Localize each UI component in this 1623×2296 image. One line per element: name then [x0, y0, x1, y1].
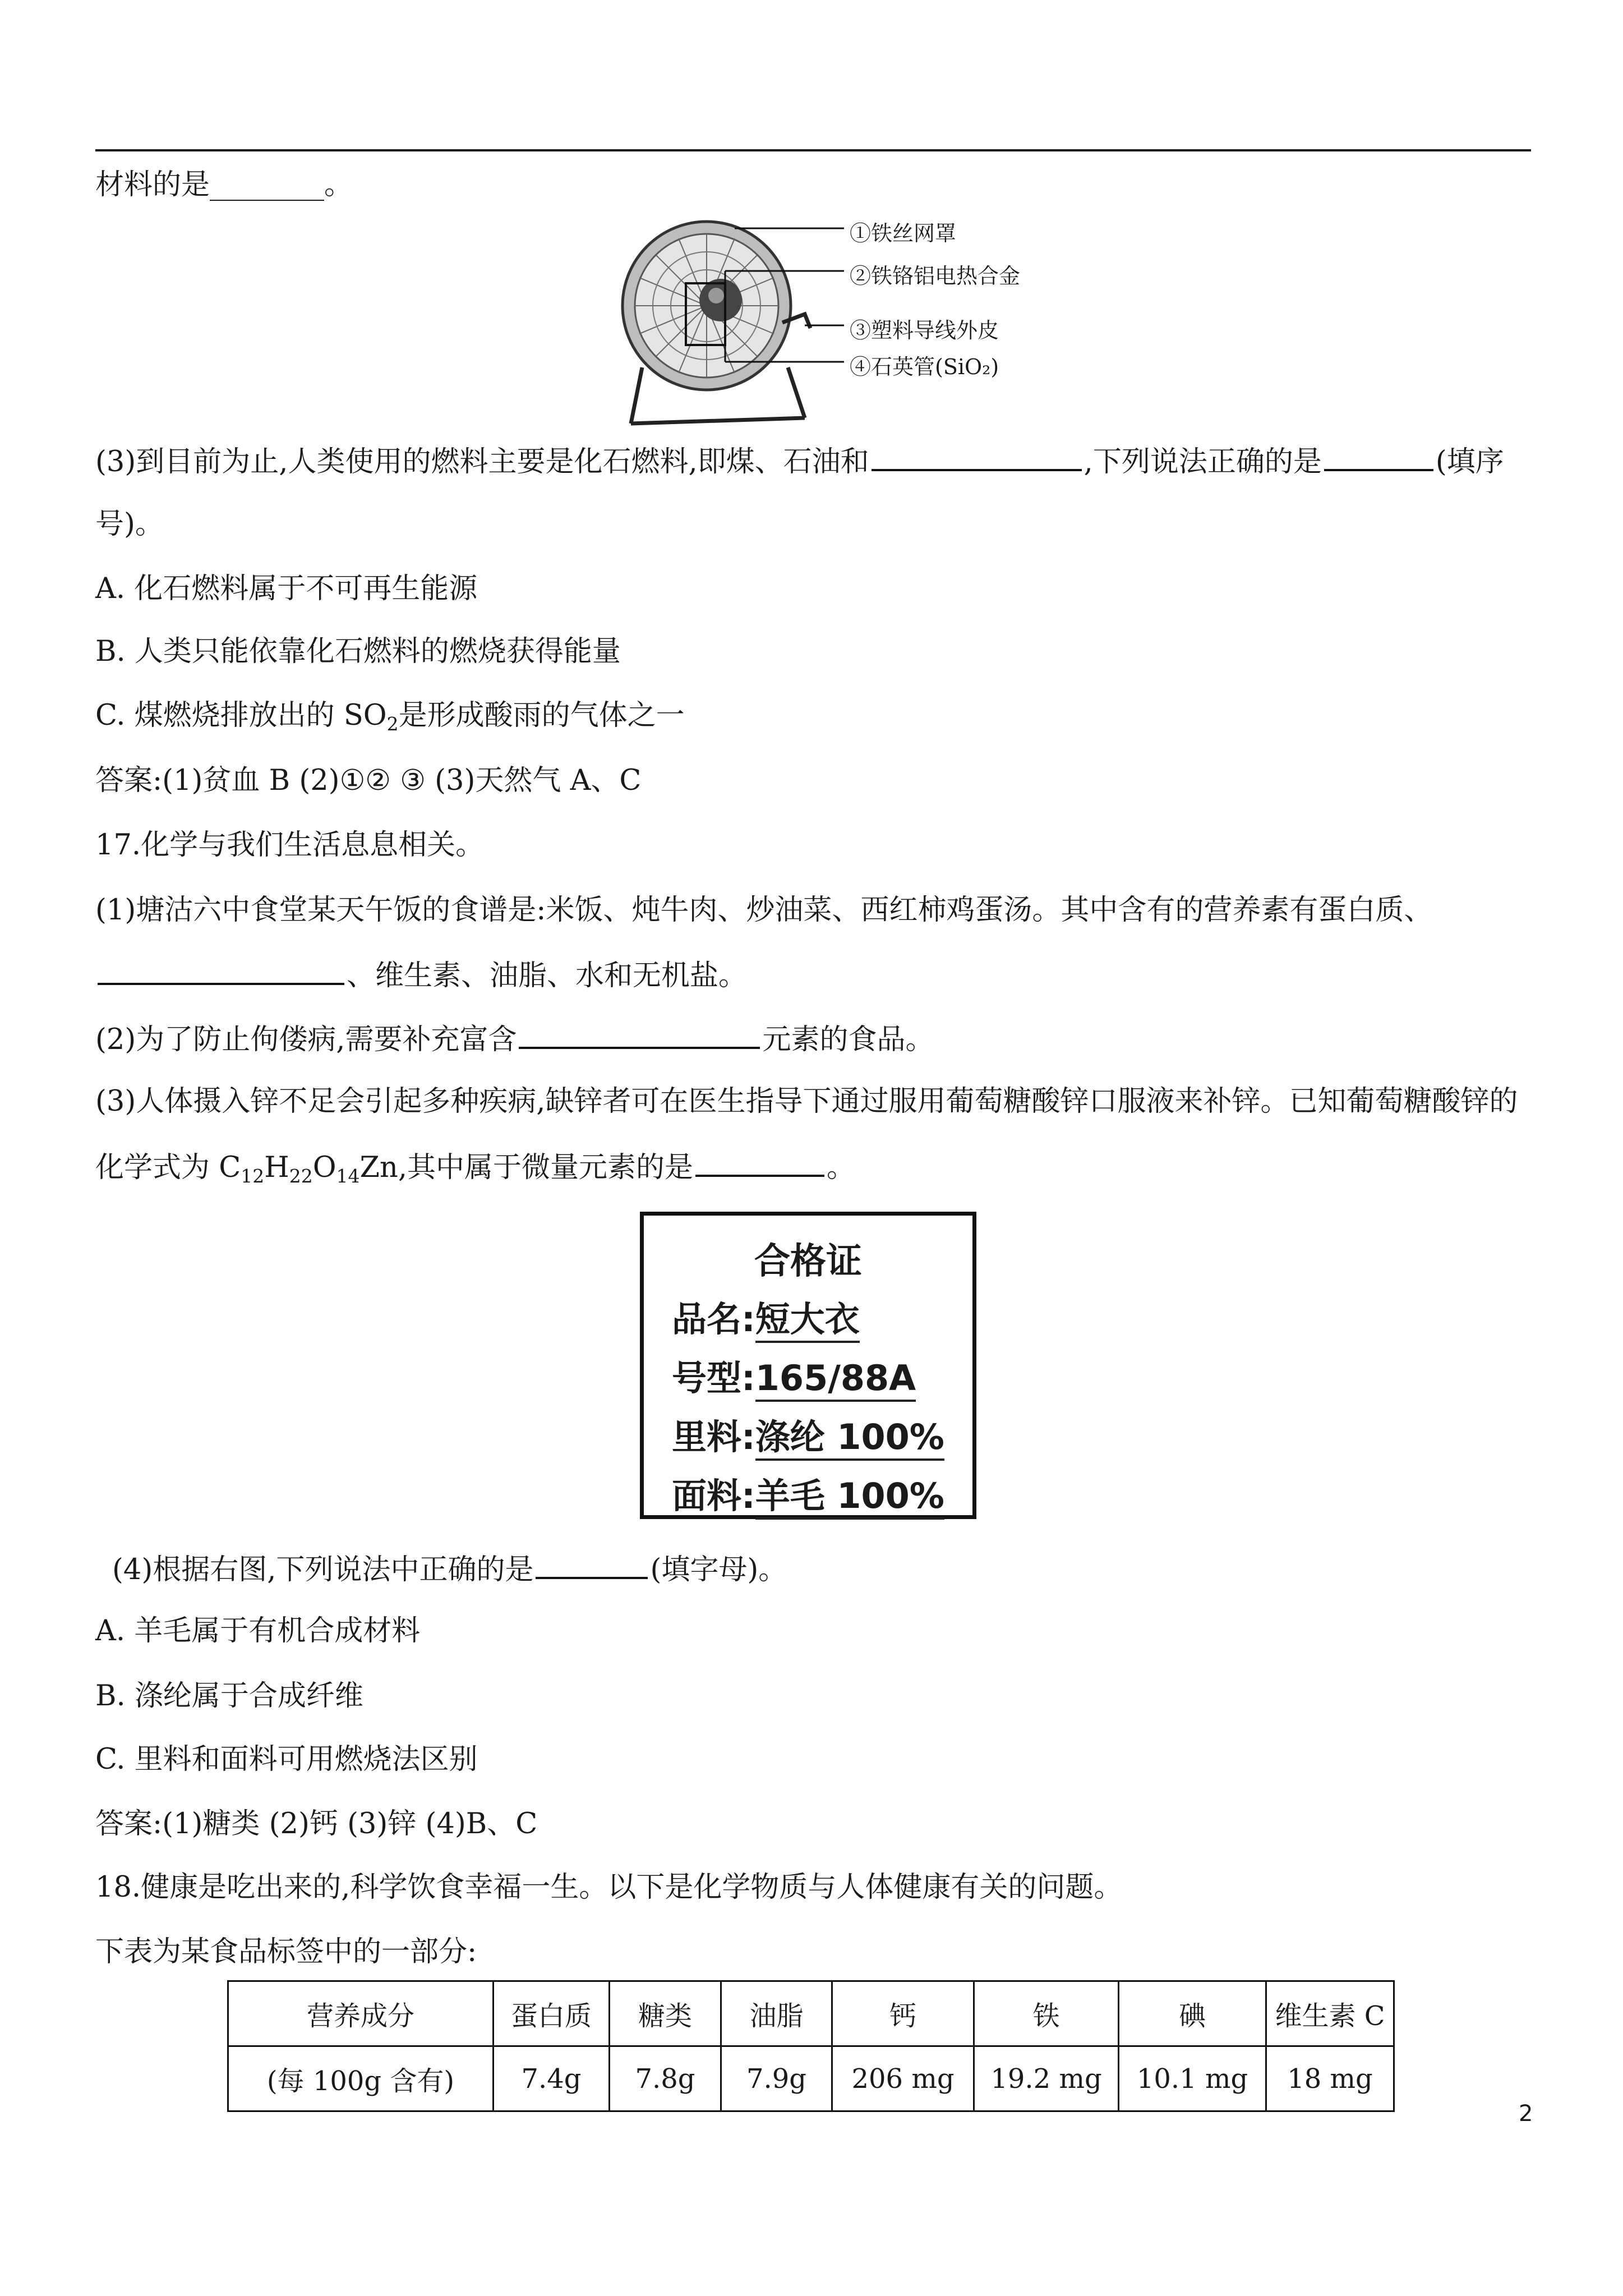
table-cell: 7.8g: [610, 2046, 721, 2111]
q18-stem: 18.健康是吃出来的,科学饮食幸福一生。以下是化学物质与人体健康有关的问题。: [95, 1871, 1123, 1904]
table-cell: 油脂: [721, 1981, 832, 2046]
certificate-card: [640, 1212, 976, 1519]
header-rule: [95, 149, 1531, 151]
table-intro: 下表为某食品标签中的一部分:: [95, 1935, 477, 1968]
table-cell: 铁: [974, 1981, 1119, 2046]
q17-1-line1: (1)塘沽六中食堂某天午饭的食谱是:米饭、炖牛肉、炒油菜、西红柿鸡蛋汤。其中含有的营养素有蛋白质、: [95, 894, 1433, 927]
q17-4: (4)根据右图,下列说法中正确的是 (填字母)。: [112, 1551, 787, 1587]
q17-2: (2)为了防止佝偻病,需要补充富含 元素的食品。: [95, 1021, 934, 1057]
option-a: A. 羊毛属于有机合成材料: [95, 1614, 421, 1648]
option-b: B. 人类只能依靠化石燃料的燃烧获得能量: [95, 635, 621, 668]
page-number: 2: [1519, 2101, 1533, 2127]
table-cell: (每 100g 含有): [228, 2046, 494, 2111]
table-row: [228, 1981, 1394, 2046]
figure-label-2: ②铁铬铝电热合金: [850, 264, 1021, 288]
answer-blank[interactable]: [695, 1149, 824, 1177]
table-cell: 206 mg: [832, 2046, 974, 2111]
q16-3-line2: 号)。: [95, 508, 164, 541]
option-b: B. 涤纶属于合成纤维: [95, 1680, 363, 1713]
answer-16: 答案:(1)贫血 B (2)①② ③ (3)天然气 A、C: [95, 764, 642, 797]
table-cell: 维生素 C: [1266, 1981, 1394, 2046]
q17-3-line2: 化学式为 $C_{12}H_{22}O_{14}Zn$,其中属于微量元素的是 。: [95, 1149, 855, 1193]
figure-label-1: ①铁丝网罩: [850, 221, 957, 246]
table-cell: 蛋白质: [494, 1981, 610, 2046]
heater-figure: [620, 216, 1021, 429]
intro-tail: 材料的是________。: [95, 168, 353, 201]
table-cell: 10.1 mg: [1119, 2046, 1266, 2111]
nutrition-table: [227, 1980, 1395, 2112]
certificate-row: 品名:短大衣: [672, 1291, 860, 1341]
certificate-row: 号型:165/88A: [672, 1350, 916, 1400]
answer-blank[interactable]: [1324, 443, 1433, 471]
option-c: C. 煤燃烧排放出的 $SO_2$是形成酸雨的气体之一: [95, 699, 685, 735]
table-cell: 营养成分: [228, 1981, 494, 2046]
answer-blank[interactable]: [98, 957, 344, 985]
q17-1-line2: 、维生素、油脂、水和无机盐。: [95, 957, 747, 993]
table-cell: 19.2 mg: [974, 2046, 1119, 2111]
table-cell: 钙: [832, 1981, 974, 2046]
table-cell: 18 mg: [1266, 2046, 1394, 2111]
q16-3-line1: (3)到目前为止,人类使用的燃料主要是化石燃料,即煤、石油和 ,下列说法正确的是 (填序: [95, 443, 1504, 479]
answer-blank[interactable]: [536, 1551, 648, 1579]
certificate-row: 里料:涤纶 100%: [672, 1409, 944, 1459]
answer-blank[interactable]: [872, 443, 1082, 471]
option-a: A. 化石燃料属于不可再生能源: [95, 572, 478, 605]
table-row: [228, 2046, 1394, 2111]
answer-blank[interactable]: [519, 1021, 760, 1049]
table-cell: 糖类: [610, 1981, 721, 2046]
table-cell: 7.4g: [494, 2046, 610, 2111]
answer-17: 答案:(1)糖类 (2)钙 (3)锌 (4)B、C: [95, 1807, 538, 1841]
figure-label-3: ③塑料导线外皮: [850, 318, 999, 343]
certificate-row: 面料:羊毛 100%: [672, 1468, 944, 1518]
certificate-title: 合格证: [754, 1241, 862, 1282]
q17-3-line1: (3)人体摄入锌不足会引起多种疾病,缺锌者可在医生指导下通过服用葡萄糖酸锌口服液来补锌。已知葡萄糖酸锌的: [95, 1085, 1518, 1118]
option-c: C. 里料和面料可用燃烧法区别: [95, 1743, 478, 1776]
figure-label-4: ④石英管(SiO₂): [850, 355, 999, 379]
table-cell: 碘: [1119, 1981, 1266, 2046]
q17-stem: 17.化学与我们生活息息相关。: [95, 829, 485, 862]
table-cell: 7.9g: [721, 2046, 832, 2111]
